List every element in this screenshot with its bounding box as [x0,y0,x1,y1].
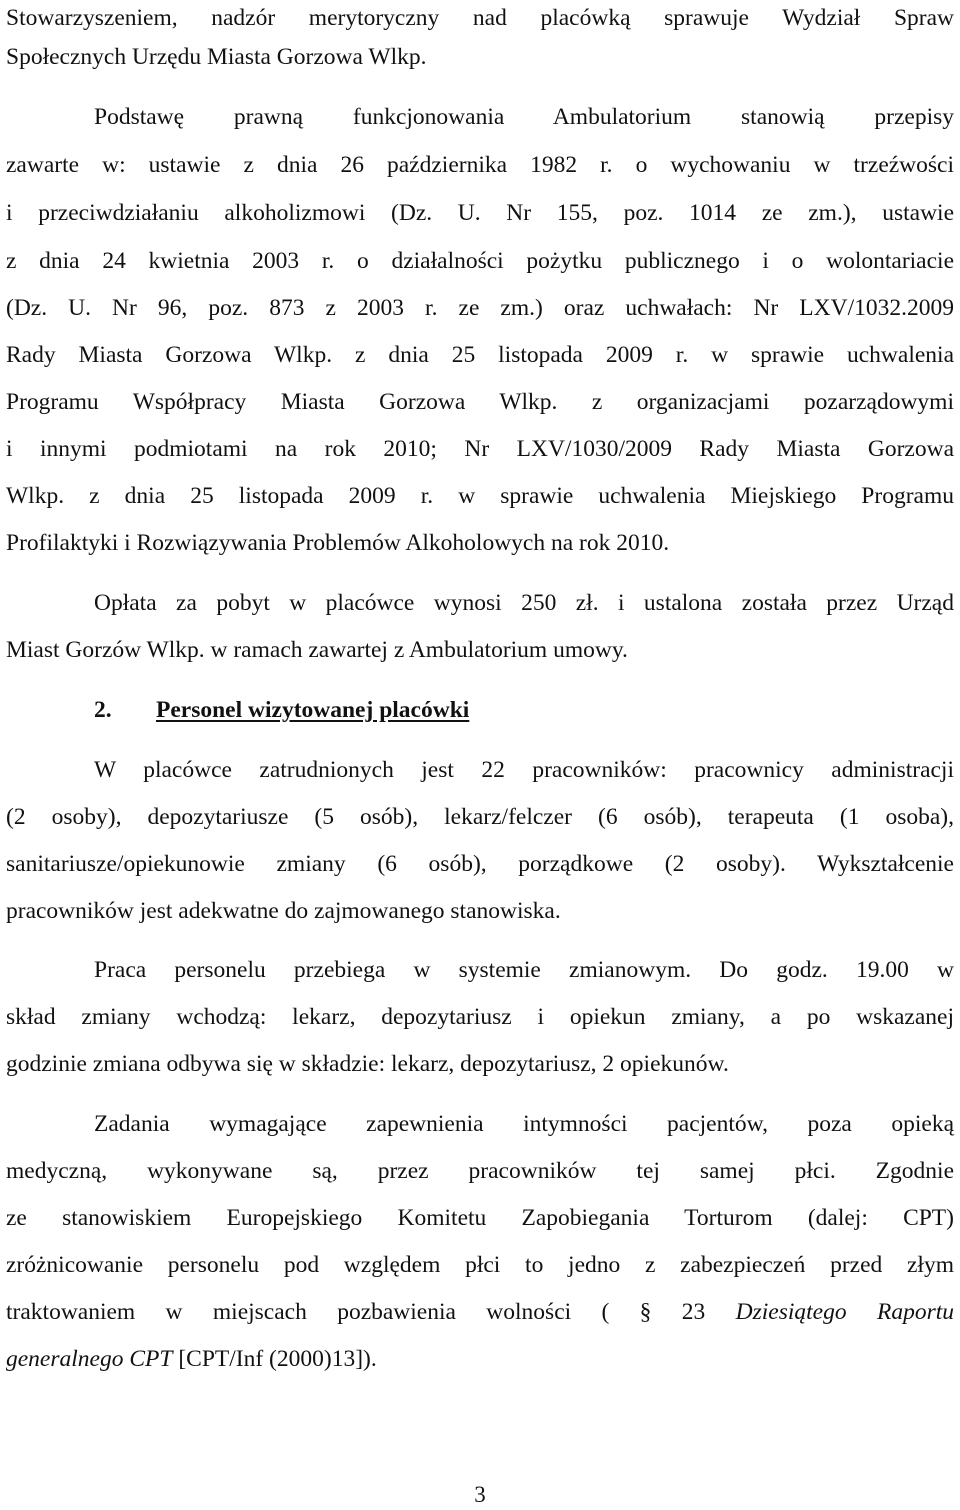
text-line: Podstawę prawną funkcjonowania Ambulatorium stanowią przepisy [94,104,954,130]
text-line: (Dz. U. Nr 96, poz. 873 z 2003 r. ze zm.) oraz uchwałach: Nr LXV/1032.2009 [6,295,954,321]
text-line: z dnia 24 kwietnia 2003 r. o działalności pożytku publicznego i o wolontariacie [6,248,954,274]
text-line: Rady Miasta Gorzowa Wlkp. z dnia 25 listopada 2009 r. w sprawie uchwalenia [6,342,954,368]
text-line: pracowników jest adekwatne do zajmowanego stanowiska. [6,898,561,924]
text-line: zróżnicowanie personelu pod względem płci to jedno z zabezpieczeń przed złym [6,1252,954,1278]
text-line: Opłata za pobyt w placówce wynosi 250 zł. i ustalona została przez Urząd [94,590,954,616]
text-line: godzinie zmiana odbywa się w składzie: lekarz, depozytariusz, 2 opiekunów. [6,1051,729,1077]
text-line: Zadania wymagające zapewnienia intymności pacjentów, poza opieką [94,1111,954,1137]
text-line: Praca personelu przebiega w systemie zmianowym. Do godz. 19.00 w [94,957,954,983]
text-line: W placówce zatrudnionych jest 22 pracowników: pracownicy administracji [94,757,954,783]
section-title: Personel wizytowanej placówki [156,697,470,723]
section-heading [94,695,469,725]
text-line: skład zmiany wchodzą: lekarz, depozytariusz i opiekun zmiany, a po wskazanej [6,1004,954,1030]
text-line: Programu Współpracy Miasta Gorzowa Wlkp. z organizacjami pozarządowymi [6,389,954,415]
text-line: sanitariusze/opiekunowie zmiany (6 osób), porządkowe (2 osoby). Wykształcenie [6,851,954,877]
text-line: Społecznych Urzędu Miasta Gorzowa Wlkp. [6,44,427,70]
text-line: Profilaktyki i Rozwiązywania Problemów Alkoholowych na rok 2010. [6,530,670,556]
text-line: zawarte w: ustawie z dnia 26 października 1982 r. o wychowaniu w trzeźwości [6,152,954,178]
page-number: 3 [474,1482,486,1507]
text-line: Wlkp. z dnia 25 listopada 2009 r. w sprawie uchwalenia Miejskiego Programu [6,483,954,509]
text-line: (2 osoby), depozytariusze (5 osób), lekarz/felczer (6 osób), terapeuta (1 osoba), [6,804,954,830]
text-line: i przeciwdziałaniu alkoholizmowi (Dz. U. Nr 155, poz. 1014 ze zm.), ustawie [6,200,954,226]
text-line: Miast Gorzów Wlkp. w ramach zawartej z Ambulatorium umowy. [6,637,628,663]
text-line-with-italic [6,1297,954,1327]
text-fragment: traktowaniem w miejscach pozbawienia wolności ( § 23 [6,1299,736,1325]
text-line: i innymi podmiotami na rok 2010; Nr LXV/1030/2009 Rady Miasta Gorzowa [6,436,954,462]
text-line: ze stanowiskiem Europejskiego Komitetu Zapobiegania Torturom (dalej: CPT) [6,1205,954,1231]
text-line: medyczną, wykonywane są, przez pracowników tej samej płci. Zgodnie [6,1158,954,1184]
italic-fragment: Dziesiątego Raportu [735,1299,954,1325]
text-line: Stowarzyszeniem, nadzór merytoryczny nad placówką sprawuje Wydział Spraw [6,5,954,31]
text-line-with-italic [6,1344,954,1374]
text-fragment: [CPT/Inf (2000)13]). [172,1346,377,1372]
section-number: 2. [94,697,112,723]
italic-fragment: generalnego CPT [6,1346,173,1372]
